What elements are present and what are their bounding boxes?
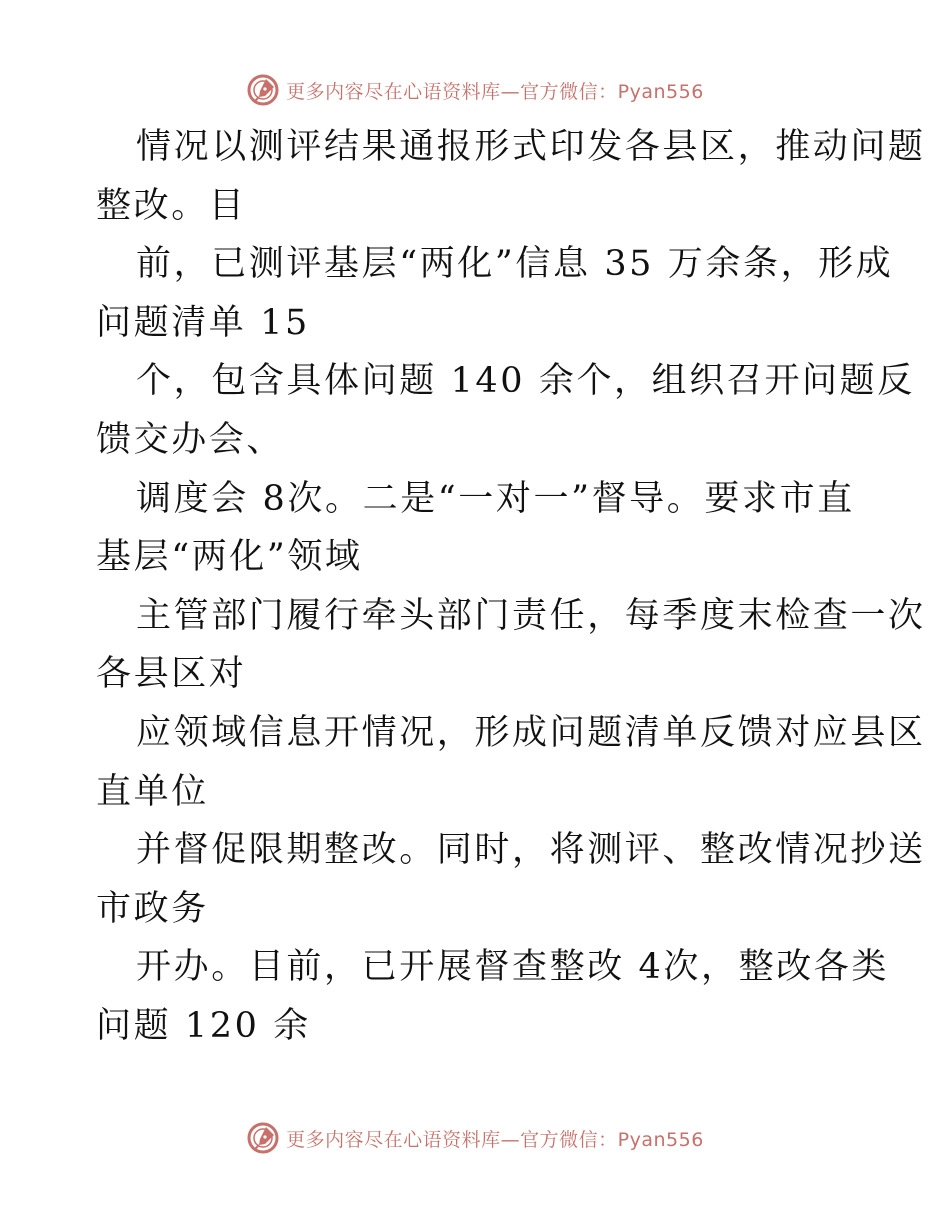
header-banner	[0, 70, 950, 110]
body-text-line: 开办。目前，已开展督查整改 4次，整改各类	[136, 947, 889, 988]
body-text-line: 前，已测评基层“两化”信息 35 万余条，形成	[136, 244, 894, 285]
body-text-line: 基层“两化”领域	[96, 537, 363, 578]
body-text-line: 并督促限期整改。同时，将测评、整改情况抄送	[136, 830, 926, 871]
body-text-line: 整改。目	[96, 185, 247, 226]
body-text-line: 直单位	[96, 771, 209, 812]
footer-banner-text: 更多内容尽在心语资料库—官方微信：Pyan556	[286, 1128, 704, 1151]
footer-banner	[0, 1118, 950, 1158]
header-banner-text: 更多内容尽在心语资料库—官方微信：Pyan556	[286, 80, 704, 103]
body-text-line: 情况以测评结果通报形式印发各县区，推动问题	[136, 127, 926, 167]
body-text-line: 主管部门履行牵头部门责任，每季度末检查一次	[136, 595, 926, 636]
body-text-line: 各县区对	[96, 654, 247, 695]
body-text-line: 个，包含具体问题 140 余个，组织召开问题反	[136, 361, 915, 402]
body-text-line: 问题清单 15	[96, 302, 310, 343]
pen-nib-seal-icon	[246, 73, 280, 107]
body-text-line: 馈交办会、	[96, 419, 285, 460]
body-text-line: 应领域信息开情况，形成问题清单反馈对应县区	[136, 712, 926, 753]
body-text-line: 市政务	[96, 888, 209, 929]
pen-nib-seal-icon	[246, 1121, 280, 1155]
body-text-line: 问题 120 余	[96, 1005, 311, 1046]
body-text-line: 调度会 8次。二是“一对一”督导。要求市直	[136, 478, 855, 519]
document-body	[96, 118, 926, 1056]
